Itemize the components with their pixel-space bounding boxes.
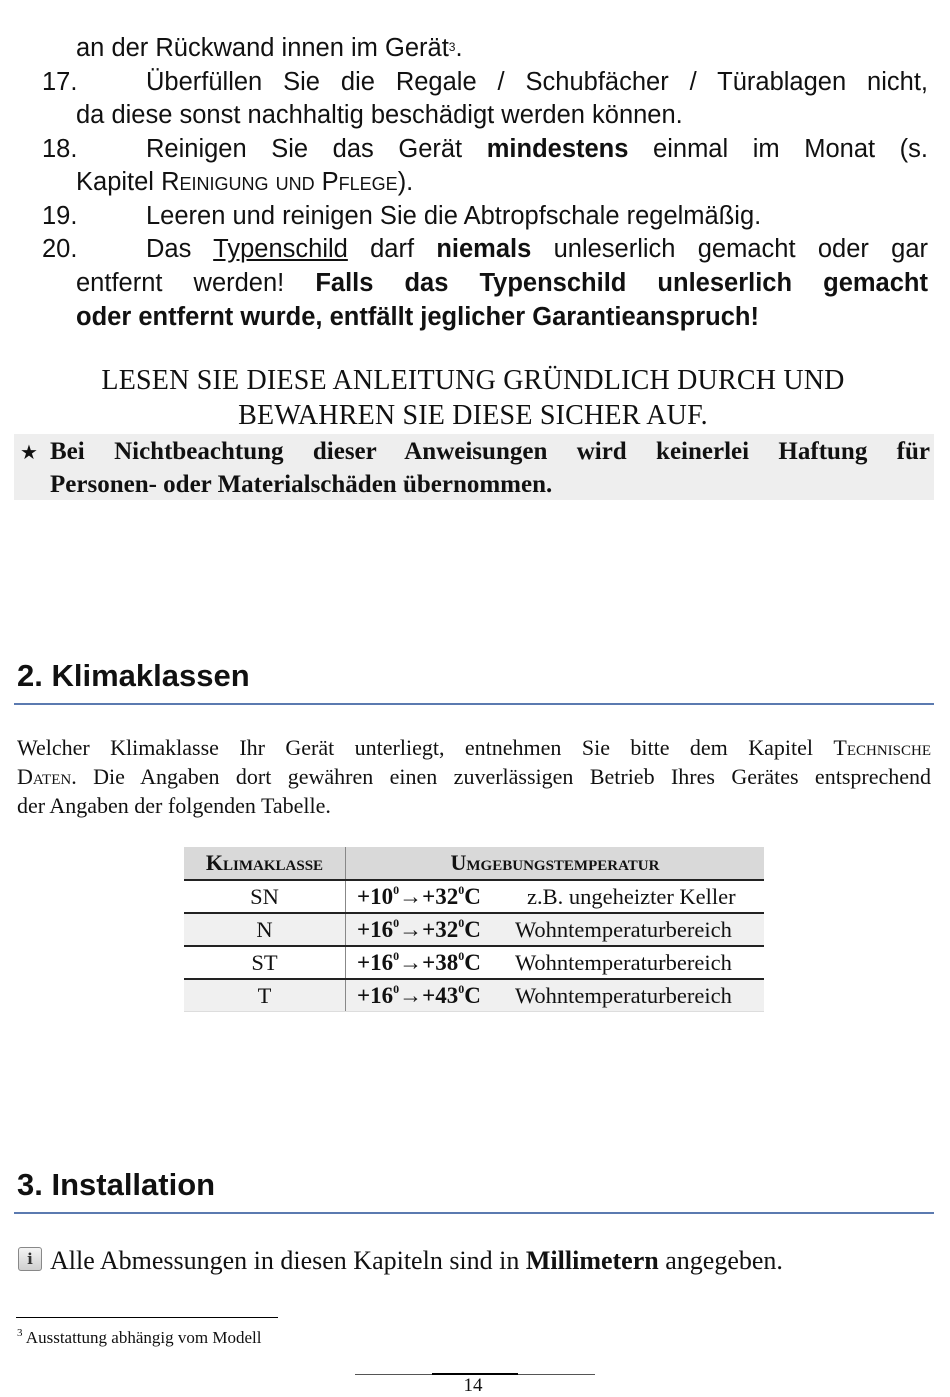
arrow-right-icon: → — [399, 949, 423, 975]
arrow-right-icon: → — [399, 982, 423, 1008]
section-rule — [14, 703, 934, 705]
section-rule — [14, 1212, 934, 1214]
list-text-part: unleserlich gemacht oder gar — [531, 235, 928, 263]
temp-from: +16 — [357, 949, 394, 975]
temp-to: +32 — [422, 916, 459, 942]
arrow-right-icon: → — [399, 883, 423, 909]
list-text-bold: mindestens — [486, 135, 629, 163]
temp-unit: C — [464, 916, 481, 942]
temperature-cell — [346, 913, 765, 946]
paragraph-text: Welcher Klimaklasse Ihr Gerät unterliegt, entnehmen Sie bitte dem Kapitel — [17, 735, 834, 760]
note-text: Alle Abmessungen in diesen Kapiteln sind in — [50, 1246, 526, 1275]
temp-unit: C — [464, 982, 481, 1008]
list-item-20-cont — [0, 267, 950, 300]
info-icon: i — [18, 1247, 42, 1271]
reminder-heading — [0, 363, 946, 433]
list-item-20 — [0, 233, 950, 266]
list-text-bold: niemals — [436, 235, 532, 263]
list-text-part: ). — [397, 168, 414, 196]
paragraph-line: der Angaben der folgenden Tabelle. — [17, 793, 331, 818]
list-intro-end: . — [455, 34, 463, 62]
degree-mark: 0 — [458, 915, 465, 930]
paragraph-line — [17, 733, 931, 762]
star-icon: ★ — [20, 440, 38, 464]
list-text: Überfüllen Sie die Regale / Schubfächer / Türablagen nicht, — [146, 68, 928, 96]
temp-to: +43 — [422, 982, 459, 1008]
degree-mark: 0 — [458, 948, 465, 963]
climate-class-cell: T — [184, 979, 346, 1012]
climate-class-table — [184, 847, 764, 1012]
list-number: 20. — [42, 235, 78, 263]
list-item-19 — [0, 200, 950, 233]
temp-to: +32 — [422, 883, 459, 909]
temp-to: +38 — [422, 949, 459, 975]
notice-line: Bei Nichtbeachtung dieser Anweisungen wird keinerlei Haftung für — [50, 438, 930, 465]
list-text-part: einmal im Monat (s. — [628, 135, 928, 163]
notice-line: Personen- oder Materialschäden übernommen. — [50, 471, 553, 498]
climate-class-cell: SN — [184, 880, 346, 913]
climate-class-cell: ST — [184, 946, 346, 979]
list-text — [76, 267, 928, 300]
temp-unit: C — [464, 949, 481, 975]
temperature-description: Wohntemperaturbereich — [515, 916, 732, 942]
page-number: 14 — [463, 1375, 483, 1396]
list-text — [76, 301, 928, 334]
temperature-description: Wohntemperaturbereich — [515, 982, 732, 1008]
paragraph-text: . Die Angaben dort gewähren einen zuverlässigen Betrieb Ihres Gerätes entsprechend — [71, 764, 931, 789]
climate-class-cell: N — [184, 913, 346, 946]
list-text: Leeren und reinigen Sie die Abtropfschale regelmäßig. — [146, 202, 762, 230]
table-header-row — [184, 847, 764, 880]
list-text-part: Das — [146, 235, 214, 263]
section-paragraph — [17, 733, 931, 820]
list-item-17-cont — [0, 99, 950, 132]
table-header: Klimaklasse — [184, 847, 346, 880]
installation-note — [50, 1246, 783, 1276]
footnote-divider — [16, 1317, 278, 1318]
degree-mark: 0 — [458, 882, 465, 897]
list-text-part: entfernt werden! — [76, 269, 316, 297]
temp-from: +10 — [357, 883, 394, 909]
footnote — [17, 1328, 261, 1348]
temperature-range — [346, 884, 515, 910]
temperature-range — [346, 983, 515, 1009]
note-bold: Millimetern — [525, 1246, 659, 1275]
list-number: 18. — [42, 135, 78, 163]
section-heading-installation: 3. Installation — [17, 1167, 216, 1202]
list-continuation — [0, 32, 950, 65]
chapter-reference: Daten — [17, 764, 72, 789]
temp-from: +16 — [357, 916, 394, 942]
table-row — [184, 979, 764, 1012]
table-row — [184, 913, 764, 946]
degree-mark: 0 — [393, 981, 400, 996]
list-item-17 — [0, 66, 950, 99]
list-item-18-cont — [0, 166, 950, 199]
list-item-20-cont2 — [0, 301, 950, 334]
list-text: da diese sonst nachhaltig beschädigt werden können. — [76, 101, 683, 129]
list-text-underlined: Typenschild — [213, 235, 348, 263]
temperature-description: Wohntemperaturbereich — [515, 949, 732, 975]
arrow-right-icon: → — [399, 916, 423, 942]
temp-unit: C — [464, 883, 481, 909]
table-row — [184, 880, 764, 913]
degree-mark: 0 — [458, 981, 465, 996]
warranty-warning: Falls das Typenschild unleserlich gemacht — [315, 269, 928, 297]
list-text — [146, 133, 928, 166]
table-header: Umgebungstemperatur — [346, 847, 765, 880]
degree-mark: 0 — [393, 948, 400, 963]
temperature-description: z.B. ungeheizter Keller — [527, 883, 736, 909]
degree-mark: 0 — [393, 915, 400, 930]
paragraph-line — [17, 762, 931, 791]
list-intro-text: an der Rückwand innen im Gerät — [76, 34, 449, 62]
temperature-cell — [346, 946, 765, 979]
note-text: angegeben. — [658, 1246, 783, 1275]
footnote-ref: 3 — [448, 40, 456, 54]
temperature-range — [346, 917, 515, 943]
list-text-part: Reinigen Sie das Gerät — [146, 135, 487, 163]
temperature-cell — [346, 979, 765, 1012]
chapter-reference: Technische — [833, 735, 931, 760]
list-text — [146, 233, 928, 266]
list-text-part: Kapitel — [76, 168, 162, 196]
warranty-warning: oder entfernt wurde, entfällt jeglicher Garantieanspruch! — [76, 303, 759, 331]
degree-mark: 0 — [393, 882, 400, 897]
list-text-part: darf — [347, 235, 437, 263]
list-number: 19. — [42, 202, 78, 230]
table-row — [184, 946, 764, 979]
chapter-reference: Reinigung und Pflege — [161, 168, 398, 196]
list-text — [76, 166, 928, 199]
reminder-line: BEWAHREN SIE DIESE SICHER AUF. — [238, 400, 708, 431]
temperature-range — [346, 950, 515, 976]
list-number: 17. — [42, 68, 78, 96]
section-heading-klimaklassen: 2. Klimaklassen — [17, 658, 250, 693]
temp-from: +16 — [357, 982, 394, 1008]
footnote-text: Ausstattung abhängig vom Modell — [22, 1328, 262, 1347]
footnote-mark: 3 — [17, 1327, 23, 1339]
temperature-cell — [346, 880, 765, 913]
reminder-line: LESEN SIE DIESE ANLEITUNG GRÜNDLICH DURCH UND — [101, 365, 845, 396]
list-item-18 — [0, 133, 950, 166]
